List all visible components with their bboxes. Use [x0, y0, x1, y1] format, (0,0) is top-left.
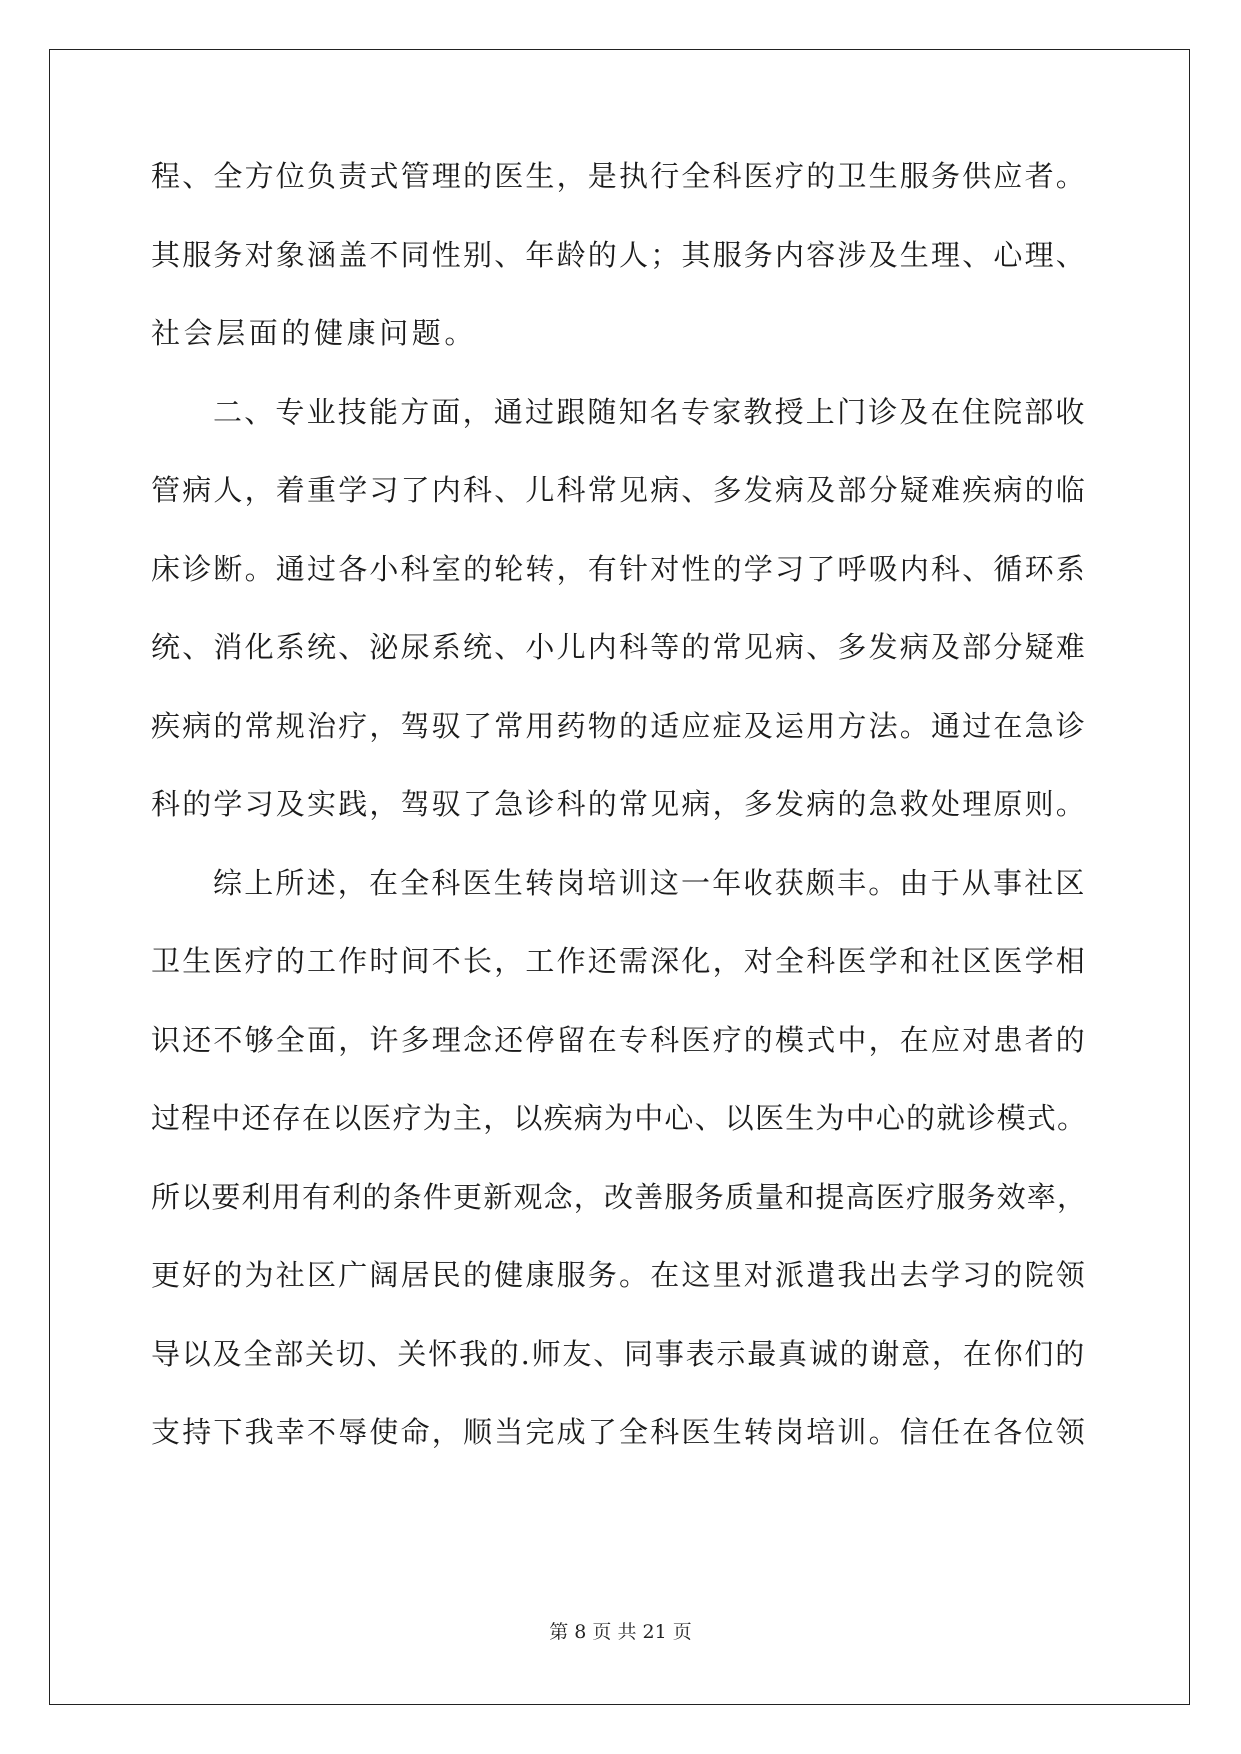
text-line: 支持下我幸不辱使命，顺当完成了全科医生转岗培训。信任在各位领 [151, 1415, 1088, 1449]
text-line: 床诊断。通过各小科室的轮转，有针对性的学习了呼吸内科、循环系 [151, 551, 1088, 586]
text-line: 综上所述，在全科医生转岗培训这一年收获颇丰。由于从事社区 [213, 865, 1087, 900]
text-line: 其服务对象涵盖不同性别、年龄的人；其服务内容涉及生理、心理、 [151, 237, 1088, 272]
text-line: 管病人，着重学习了内科、儿科常见病、多发病及部分疑难疾病的临 [151, 473, 1088, 507]
text-line: 科的学习及实践，驾驭了急诊科的常见病，多发病的急救处理原则。 [151, 787, 1088, 821]
text-line: 二、专业技能方面，通过跟随知名专家教授上门诊及在住院部收 [213, 394, 1087, 429]
text-line: 程、全方位负责式管理的医生，是执行全科医疗的卫生服务供应者。 [151, 159, 1088, 193]
text-line: 统、消化系统、泌尿系统、小儿内科等的常见病、多发病及部分疑难 [151, 630, 1088, 664]
page-number-footer: 第 8 页 共 21 页 [549, 1621, 692, 1643]
text-line: 社会层面的健康问题。 [151, 316, 478, 350]
text-line: 疾病的常规治疗，驾驭了常用药物的适应症及运用方法。通过在急诊 [151, 708, 1088, 743]
document-body [151, 160, 1091, 1495]
text-line: 过程中还存在以医疗为主，以疾病为中心、以医生为中心的就诊模式。 [151, 1101, 1088, 1135]
text-line: 卫生医疗的工作时间不长，工作还需深化，对全科医学和社区医学相 [151, 944, 1088, 978]
text-line: 识还不够全面，许多理念还停留在专科医疗的模式中，在应对患者的 [151, 1022, 1088, 1057]
text-line: 导以及全部关切、关怀我的.师友、同事表示最真诚的谢意，在你们的 [151, 1336, 1087, 1371]
text-line: 更好的为社区广阔居民的健康服务。在这里对派遣我出去学习的院领 [151, 1258, 1088, 1292]
text-line: 所以要利用有利的条件更新观念，改善服务质量和提高医疗服务效率， [151, 1179, 1088, 1214]
